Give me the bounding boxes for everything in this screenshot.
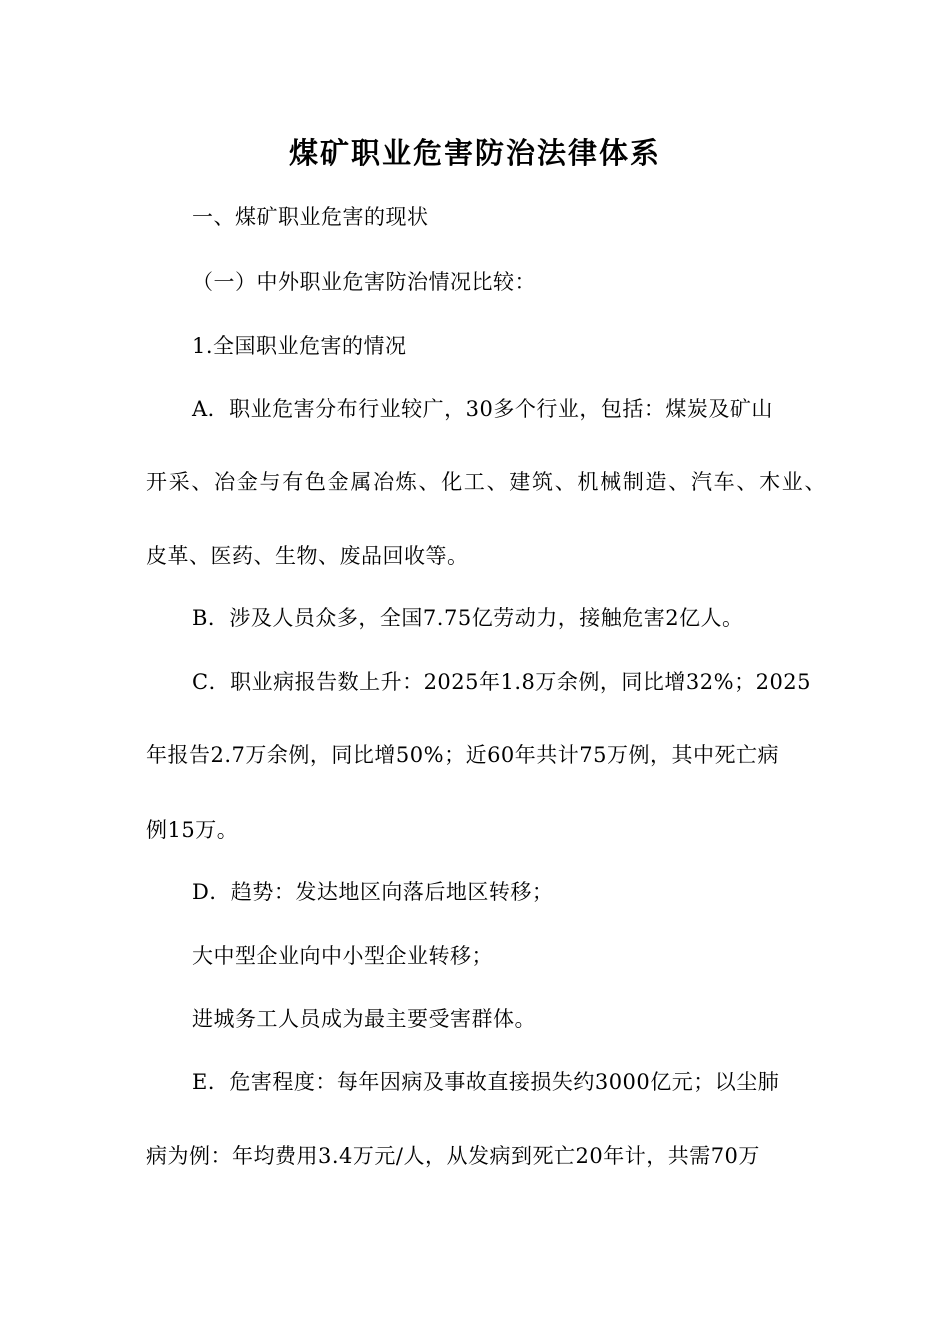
paragraph-a-line-1: A．职业危害分布行业较广，30多个行业，包括：煤炭及矿山 (192, 397, 773, 421)
paragraph-c-line-3: 例15万。 (146, 818, 239, 842)
section-heading-1: 一、煤矿职业危害的现状 (192, 205, 429, 229)
subsection-heading-1: （一）中外职业危害防治情况比较： (192, 270, 536, 294)
paragraph-e-line-2: 病为例：年均费用3.4万元/人，从发病到死亡20年计，共需70万 (146, 1144, 760, 1168)
paragraph-c-line-2: 年报告2.7万余例，同比增50%；近60年共计75万例，其中死亡病 (146, 743, 780, 767)
paragraph-d-line-1: D．趋势：发达地区向落后地区转移； (192, 880, 554, 904)
paragraph-a-line-3: 皮革、医药、生物、废品回收等。 (146, 544, 469, 568)
paragraph-c-line-1: C．职业病报告数上升：2025年1.8万余例，同比增32%；2025 (192, 670, 812, 694)
paragraph-d-line-3: 进城务工人员成为最主要受害群体。 (192, 1007, 536, 1031)
paragraph-d-line-2: 大中型企业向中小型企业转移； (192, 944, 493, 968)
document-title: 煤矿职业危害防治法律体系 (288, 136, 661, 170)
paragraph-b: B．涉及人员众多，全国7.75亿劳动力，接触危害2亿人。 (192, 606, 744, 630)
subsection-heading-1-1: 1.全国职业危害的情况 (192, 334, 407, 358)
paragraph-e-line-1: E．危害程度：每年因病及事故直接损失约3000亿元；以尘肺 (192, 1070, 780, 1094)
paragraph-a-line-2: 开采、冶金与有色金属冶炼、化工、建筑、机械制造、汽车、木业、 (146, 470, 826, 494)
